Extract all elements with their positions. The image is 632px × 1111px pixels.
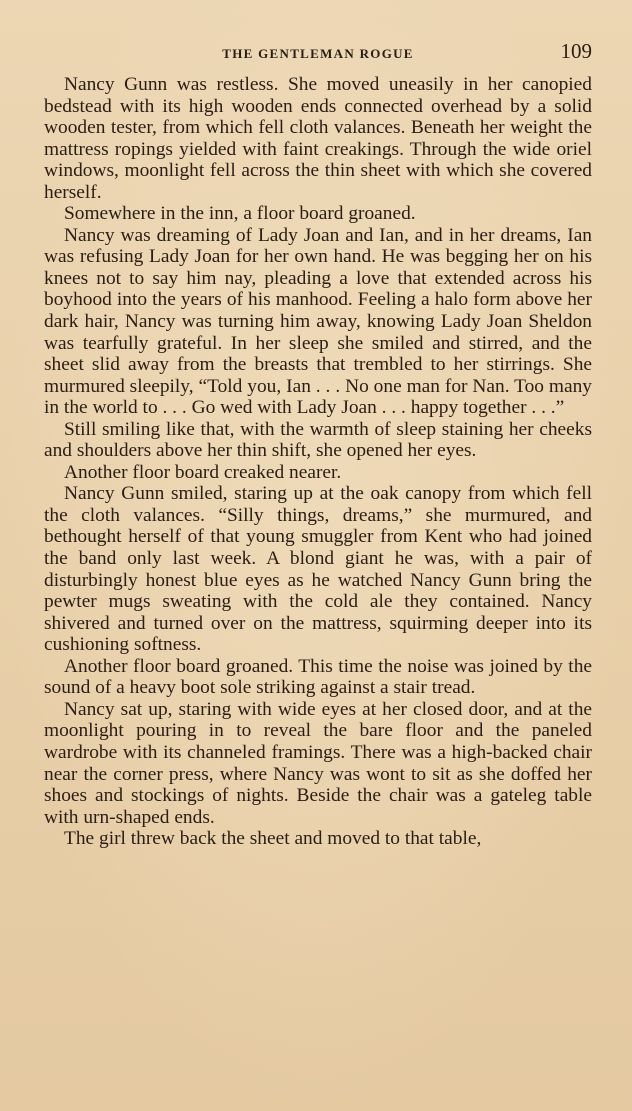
paragraph: Nancy sat up, staring with wide eyes at her closed door, and at the moonlight pouring in to reveal the bare floor and the paneled wardrobe with its channeled framings. There was a high-backed chair near the corner press, where Nancy was wont to sit as she doffed her shoes and stockings of nights. Beside the chair was a gateleg table with urn-shaped ends. [44, 698, 592, 828]
running-head: THE GENTLEMAN ROGUE [222, 46, 414, 61]
paragraph: Nancy Gunn was restless. She moved uneasily in her canopied bedstead with its high wooden ends connected overhead by a solid wooden tester, from which fell cloth valances. Beneath her weight the mattress ropings yielded with faint creakings. Through the wide oriel windows, moonlight fell across the thin sheet with which she covered herself. [44, 74, 592, 203]
paragraph: The girl threw back the sheet and moved to that table, [64, 828, 482, 850]
paragraph: Another floor board groaned. This time the noise was joined by the sound of a heavy boot sole striking against a stair tread. [44, 655, 592, 699]
paragraph: Nancy was dreaming of Lady Joan and Ian, and in her dreams, Ian was refusing Lady Joan for her own hand. He was begging her on his knees not to say him nay, pleading a love that extended across his boyhood into the years of his manhood. Feeling a halo form above her dark hair, Nancy was turning him away, knowing Lady Joan Sheldon was tearfully grateful. In her sleep she smiled and stirred, and the sheet slid away from the breasts that trembled to her stirrings. She murmured sleepily, “Told you, Ian . . . No one man for Nan. Too many in the world to . . . Go wed with Lady Joan . . . happy together . . .” [44, 224, 592, 419]
paragraph: Nancy Gunn smiled, staring up at the oak canopy from which fell the cloth valances. “Silly things, dreams,” she murmured, and bethought herself of that young smuggler from Kent who had joined the band only last week. A blond giant he was, with a pair of disturbingly honest blue eyes as he watched Nancy Gunn bring the pewter mugs sweating with the cold ale they contained. Nancy shivered and turned over on the mattress, squirming deeper into its cushioning softness. [44, 483, 592, 656]
body-text [44, 74, 592, 850]
paragraph: Still smiling like that, with the warmth of sleep staining her cheeks and shoulders above her thin shift, she opened her eyes. [44, 418, 592, 462]
page-header [44, 38, 592, 68]
paragraph: Another floor board creaked nearer. [64, 461, 342, 483]
page-number: 109 [560, 39, 592, 63]
paragraph: Somewhere in the inn, a floor board groaned. [64, 203, 416, 225]
